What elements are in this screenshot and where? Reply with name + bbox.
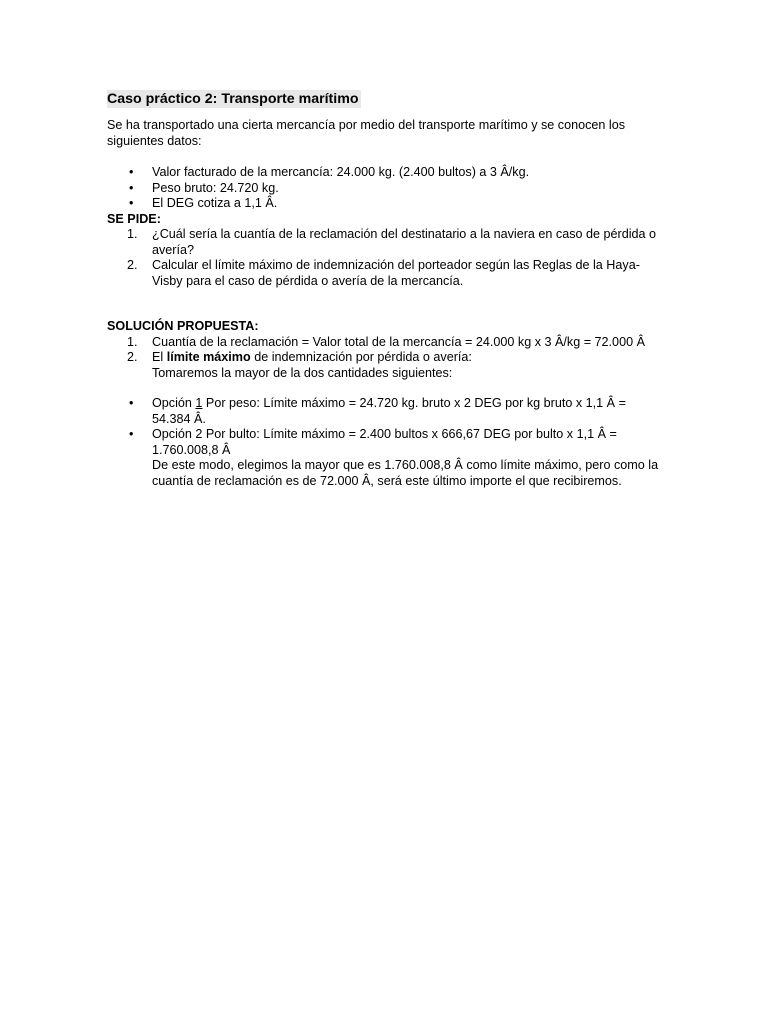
number-marker: 1. bbox=[127, 227, 138, 241]
option-underlined: 1 bbox=[195, 396, 203, 410]
se-pide-heading: SE PIDE: bbox=[107, 211, 161, 226]
number-marker: 1. bbox=[127, 334, 138, 349]
data-item-text: El DEG cotiza a 1,1 Â. bbox=[152, 196, 278, 210]
list-item bbox=[107, 227, 667, 258]
solution-prefix: El bbox=[152, 350, 167, 364]
list-item bbox=[107, 165, 667, 181]
list-item bbox=[107, 350, 667, 381]
solution-line: Tomaremos la mayor de la dos cantidades siguientes: bbox=[152, 365, 453, 380]
solucion-heading: SOLUCIÓN PROPUESTA: bbox=[107, 319, 259, 333]
question-text: Calcular el límite máximo de indemnización del porteador según las Reglas de la Haya-Visby para el caso de pérdida o avería de la mercancía. bbox=[152, 258, 640, 288]
conclusion-text: De este modo, elegimos la mayor que es 1.760.008,8 Â como límite máximo, pero como la cuantía de reclamación es de 72.000 Â, será este último importe el que recibiremos. bbox=[152, 458, 659, 488]
list-item bbox=[107, 396, 667, 427]
option-post: Por bulto: Límite máximo = 2.400 bultos x 666,67 DEG por bulto x 1,1 Â = 1.760.008,8 Â bbox=[152, 427, 617, 457]
data-list bbox=[107, 165, 667, 212]
list-item bbox=[107, 181, 667, 197]
option-pre: Opción bbox=[152, 396, 196, 410]
list-item bbox=[107, 258, 667, 289]
bullet-marker: • bbox=[129, 180, 134, 195]
bullet-marker: • bbox=[129, 396, 134, 410]
list-item bbox=[107, 196, 667, 212]
page-title: Caso práctico 2: Transporte marítimo bbox=[107, 91, 359, 107]
solucion-list bbox=[107, 335, 667, 382]
question-text: ¿Cuál sería la cuantía de la reclamación del destinatario a la naviera en caso de pérdida o avería? bbox=[152, 227, 657, 257]
data-item-text: Valor facturado de la mercancía: 24.000 kg. (2.400 bultos) a 3 Â/kg. bbox=[152, 165, 530, 179]
solution-suffix: de indemnización por pérdida o avería: bbox=[250, 350, 472, 364]
list-item bbox=[107, 335, 667, 351]
intro-paragraph: Se ha transportado una cierta mercancía por medio del transporte marítimo y se conocen los siguientes datos: bbox=[107, 118, 626, 148]
bullet-marker: • bbox=[129, 427, 134, 441]
solution-text: Cuantía de la reclamación = Valor total de la mercancía = 24.000 kg x 3 Â/kg = 72.000 Â bbox=[152, 334, 645, 349]
list-item bbox=[107, 427, 667, 489]
options-list bbox=[107, 396, 667, 489]
number-marker: 2. bbox=[127, 350, 138, 364]
bullet-marker: • bbox=[129, 196, 134, 210]
option-pre: Opción 2 bbox=[152, 427, 203, 441]
option-post: Por peso: Límite máximo = 24.720 kg. bruto x 2 DEG por kg bruto x 1,1 Â = 54.384 Â. bbox=[152, 396, 626, 426]
solution-emphasis: límite máximo bbox=[166, 350, 251, 364]
se-pide-list bbox=[107, 227, 667, 289]
bullet-marker: • bbox=[129, 165, 134, 179]
document-page bbox=[107, 90, 667, 489]
number-marker: 2. bbox=[127, 258, 138, 272]
data-item-text: Peso bruto: 24.720 kg. bbox=[152, 180, 279, 195]
